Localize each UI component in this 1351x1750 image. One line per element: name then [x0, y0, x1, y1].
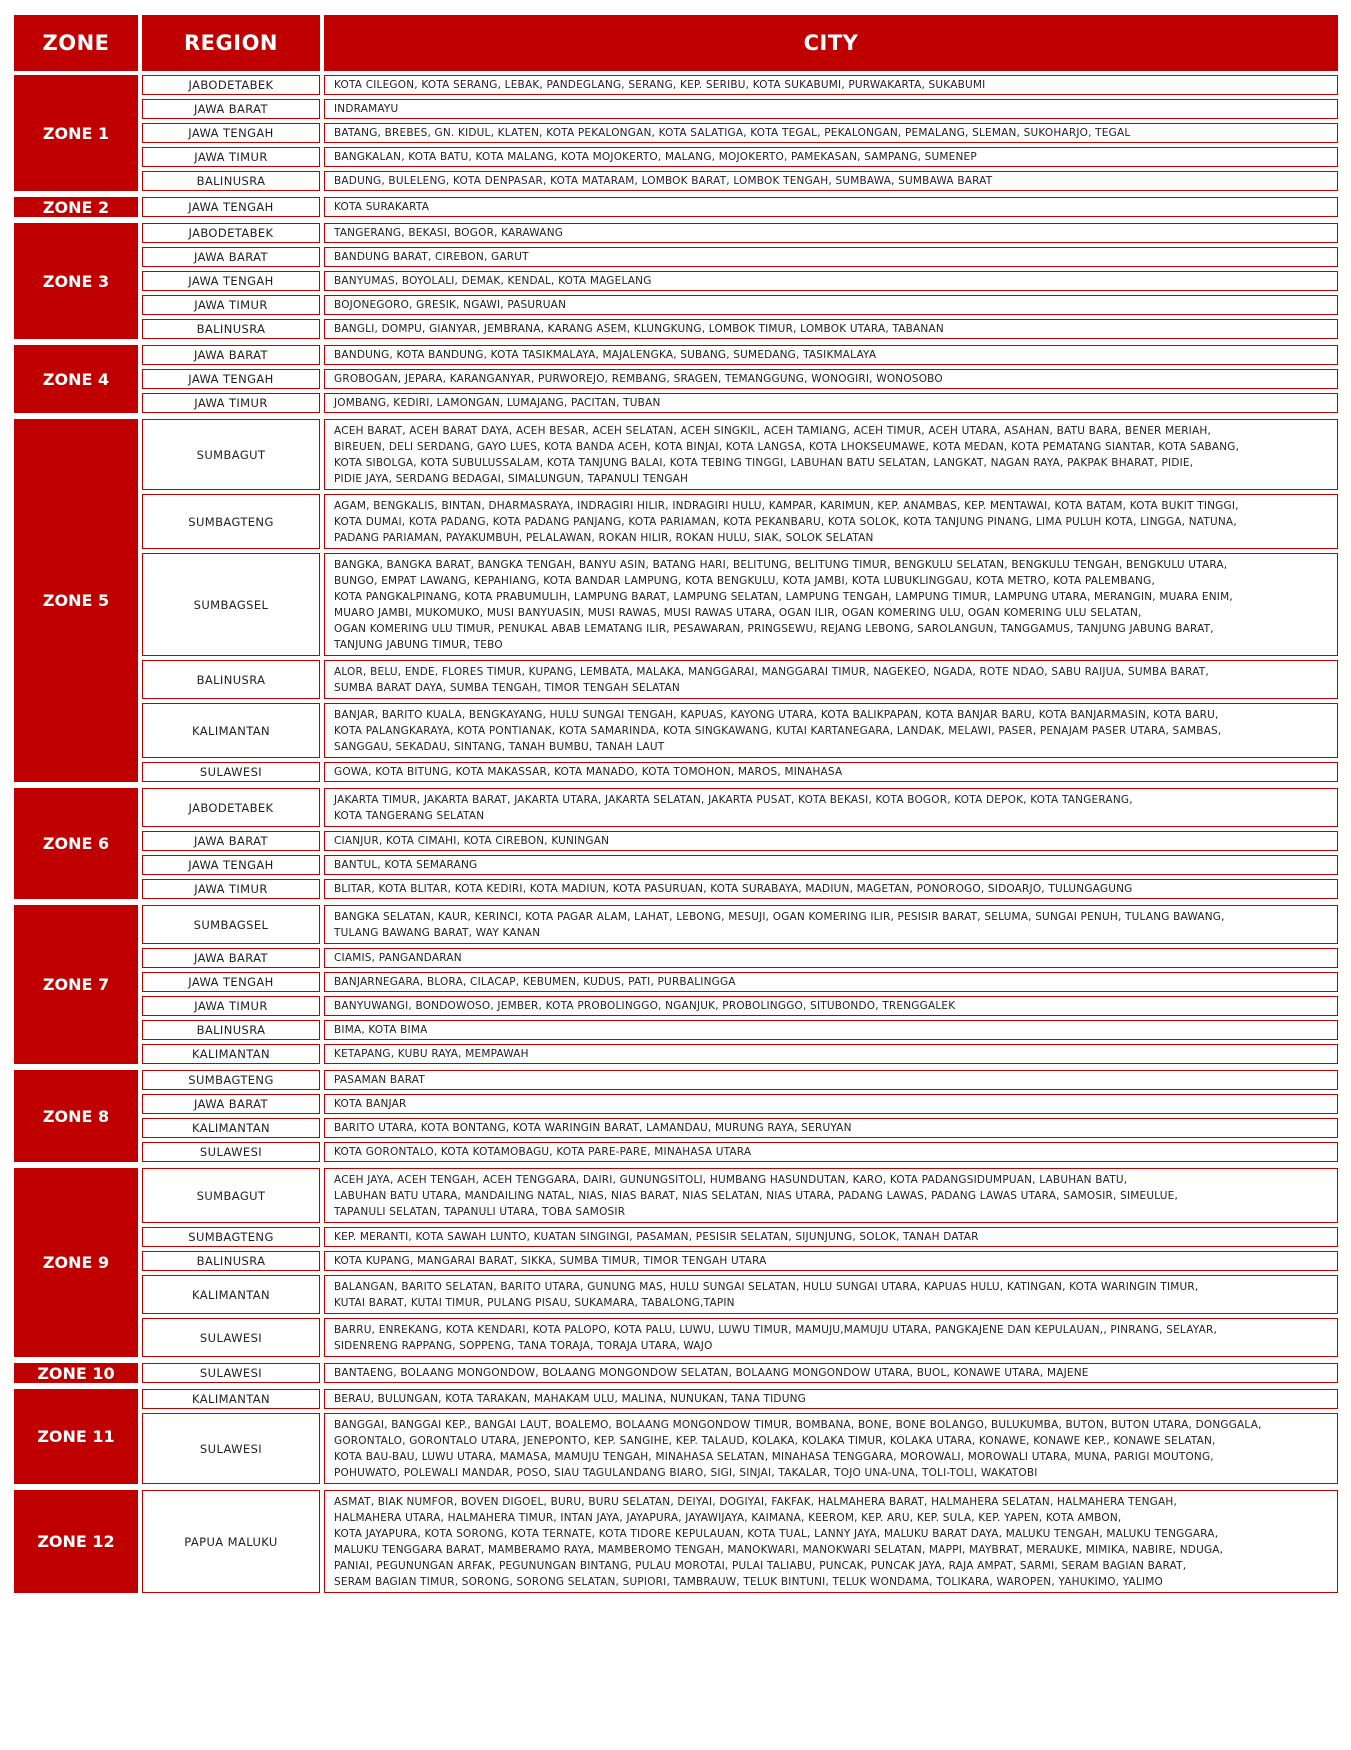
- city-cell: KEP. MERANTI, KOTA SAWAH LUNTO, KUATAN SINGINGI, PASAMAN, PESISIR SELATAN, SIJUNJUNG, SOLOK, TANAH DATAR: [324, 1227, 1338, 1247]
- zone-label: ZONE 2: [14, 197, 138, 217]
- city-cell: GOWA, KOTA BITUNG, KOTA MAKASSAR, KOTA MANADO, KOTA TOMOHON, MAROS, MINAHASA: [324, 762, 1338, 782]
- zone-label: ZONE 6: [14, 788, 138, 899]
- header-zone: ZONE: [14, 15, 138, 71]
- table-row: [142, 1413, 1338, 1484]
- region-cell: JAWA TENGAH: [142, 855, 320, 875]
- region-cell: JAWA TIMUR: [142, 879, 320, 899]
- region-cell: JAWA BARAT: [142, 831, 320, 851]
- header-city: CITY: [324, 15, 1338, 71]
- city-cell: BANTUL, KOTA SEMARANG: [324, 855, 1338, 875]
- zone-group: [14, 905, 1338, 1064]
- table-row: [142, 1142, 1338, 1162]
- region-cell: PAPUA MALUKU: [142, 1490, 320, 1593]
- city-cell: KETAPANG, KUBU RAYA, MEMPAWAH: [324, 1044, 1338, 1064]
- zone-group: [14, 1168, 1338, 1357]
- region-cell: SUMBAGTENG: [142, 494, 320, 549]
- city-cell: BLITAR, KOTA BLITAR, KOTA KEDIRI, KOTA MADIUN, KOTA PASURUAN, KOTA SURABAYA, MADIUN, MAGETAN, PONOROGO, SIDOARJO, TULUNGAGUNG: [324, 879, 1338, 899]
- region-cell: KALIMANTAN: [142, 1275, 320, 1314]
- table-row: [142, 147, 1338, 167]
- region-cell: BALINUSRA: [142, 319, 320, 339]
- region-cell: BALINUSRA: [142, 1251, 320, 1271]
- city-cell: AGAM, BENGKALIS, BINTAN, DHARMASRAYA, INDRAGIRI HILIR, INDRAGIRI HULU, KAMPAR, KARIMUN, KEP. ANAMBAS, KEP. MENTAWAI, KOTA BATAM, KOTA BUKIT TINGGI, KOTA DUMAI, KOTA PADANG, KOTA PADANG PANJANG, KOTA PARIAMAN, KOTA PEKANBARU, KOTA SOLOK, KOTA TANJUNG PINANG, LIMA PULUH KOTA, LINGGA, NATUNA, PADANG PARIAMAN, PAYAKUMBUH, PELALAWAN, ROKAN HILIR, ROKAN HULU, SIAK, SOLOK SELATAN: [324, 494, 1338, 549]
- region-cell: JAWA TENGAH: [142, 369, 320, 389]
- zone-group: [14, 1070, 1338, 1162]
- zone-label: ZONE 4: [14, 345, 138, 413]
- city-cell: JOMBANG, KEDIRI, LAMONGAN, LUMAJANG, PACITAN, TUBAN: [324, 393, 1338, 413]
- zone-group: [14, 75, 1338, 191]
- zone-label: ZONE 8: [14, 1070, 138, 1162]
- zone-rows: [142, 223, 1338, 339]
- zone-rows: [142, 345, 1338, 413]
- city-cell: BANGKA, BANGKA BARAT, BANGKA TENGAH, BANYU ASIN, BATANG HARI, BELITUNG, BELITUNG TIMUR, BENGKULU SELATAN, BENGKULU TENGAH, BENGKULU UTARA, BUNGO, EMPAT LAWANG, KEPAHIANG, KOTA BANDAR LAMPUNG, KOTA BENGKULU, KOTA JAMBI, KOTA LUBUKLINGGAU, KOTA METRO, KOTA PALEMBANG, KOTA PANGKALPINANG, KOTA PRABUMULIH, LAMPUNG BARAT, LAMPUNG SELATAN, LAMPUNG TENGAH, LAMPUNG TIMUR, LAMPUNG UTARA, MERANGIN, MUARA ENIM, MUARO JAMBI, MUKOMUKO, MUSI BANYUASIN, MUSI RAWAS, MUSI RAWAS UTARA, OGAN ILIR, OGAN KOMERING ULU, OGAN KOMERING ULU SELATAN, OGAN KOMERING ULU TIMUR, PENUKAL ABAB LEMATANG ILIR, PESAWARAN, PRINGSEWU, REJANG LEBONG, SAROLANGUN, TANGGAMUS, TANJUNG JABUNG BARAT, TANJUNG JABUNG TIMUR, TEBO: [324, 553, 1338, 656]
- table-row: [142, 223, 1338, 243]
- zone-rows: [142, 1070, 1338, 1162]
- zone-label: ZONE 5: [14, 419, 138, 782]
- table-row: [142, 1389, 1338, 1409]
- table-row: [142, 345, 1338, 365]
- region-cell: SUMBAGUT: [142, 419, 320, 490]
- region-cell: JAWA BARAT: [142, 1094, 320, 1114]
- city-cell: CIANJUR, KOTA CIMAHI, KOTA CIREBON, KUNINGAN: [324, 831, 1338, 851]
- zone-label: ZONE 7: [14, 905, 138, 1064]
- city-cell: BANDUNG, KOTA BANDUNG, KOTA TASIKMALAYA, MAJALENGKA, SUBANG, SUMEDANG, TASIKMALAYA: [324, 345, 1338, 365]
- zone-rows: [142, 1168, 1338, 1357]
- region-cell: JAWA TIMUR: [142, 393, 320, 413]
- table-row: [142, 1044, 1338, 1064]
- table-row: [142, 419, 1338, 490]
- region-cell: SUMBAGSEL: [142, 553, 320, 656]
- region-cell: BALINUSRA: [142, 660, 320, 699]
- table-row: [142, 1363, 1338, 1383]
- region-cell: BALINUSRA: [142, 171, 320, 191]
- city-cell: TANGERANG, BEKASI, BOGOR, KARAWANG: [324, 223, 1338, 243]
- zone-label: ZONE 9: [14, 1168, 138, 1357]
- zone-group: [14, 1389, 1338, 1484]
- city-cell: BANDUNG BARAT, CIREBON, GARUT: [324, 247, 1338, 267]
- city-cell: BANJARNEGARA, BLORA, CILACAP, KEBUMEN, KUDUS, PATI, PURBALINGGA: [324, 972, 1338, 992]
- city-cell: ASMAT, BIAK NUMFOR, BOVEN DIGOEL, BURU, BURU SELATAN, DEIYAI, DOGIYAI, FAKFAK, HALMAHERA BARAT, HALMAHERA SELATAN, HALMAHERA TENGAH, HALMAHERA UTARA, HALMAHERA TIMUR, INTAN JAYA, JAYAPURA, JAYAWIJAYA, KAIMANA, KEEROM, KEP. ARU, KEP. SULA, KEP. YAPEN, KOTA AMBON, KOTA JAYAPURA, KOTA SORONG, KOTA TERNATE, KOTA TIDORE KEPULAUAN, KOTA TUAL, LANNY JAYA, MALUKU BARAT DAYA, MALUKU TENGAH, MALUKU TENGGARA, MALUKU TENGGARA BARAT, MAMBERAMO RAYA, MAMBEROMO TENGAH, MANOKWARI, MANOKWARI SELATAN, MAPPI, MAYBRAT, MERAUKE, MIMIKA, NABIRE, NDUGA, PANIAI, PEGUNUNGAN ARFAK, PEGUNUNGAN BINTANG, PULAU MOROTAI, PULAI TALIABU, PUNCAK, PUNCAK JAYA, RAJA AMPAT, SARMI, SERAM BAGIAN BARAT, SERAM BAGIAN TIMUR, SORONG, SORONG SELATAN, SUPIORI, TAMBRAUW, TELUK BINTUNI, TELUK WONDAMA, TOLIKARA, WAROPEN, YAHUKIMO, YALIMO: [324, 1490, 1338, 1593]
- zone-group: [14, 223, 1338, 339]
- table-row: [142, 1251, 1338, 1271]
- zone-label: ZONE 10: [14, 1363, 138, 1383]
- zones-body: [14, 75, 1338, 1593]
- table-row: [142, 123, 1338, 143]
- zone-group: [14, 788, 1338, 899]
- zone-group: [14, 419, 1338, 782]
- table-row: [142, 831, 1338, 851]
- table-row: [142, 879, 1338, 899]
- zone-rows: [142, 197, 1338, 217]
- table-row: [142, 948, 1338, 968]
- city-cell: BARITO UTARA, KOTA BONTANG, KOTA WARINGIN BARAT, LAMANDAU, MURUNG RAYA, SERUYAN: [324, 1118, 1338, 1138]
- city-cell: BERAU, BULUNGAN, KOTA TARAKAN, MAHAKAM ULU, MALINA, NUNUKAN, TANA TIDUNG: [324, 1389, 1338, 1409]
- city-cell: JAKARTA TIMUR, JAKARTA BARAT, JAKARTA UTARA, JAKARTA SELATAN, JAKARTA PUSAT, KOTA BEKASI, KOTA BOGOR, KOTA DEPOK, KOTA TANGERANG, KOTA TANGERANG SELATAN: [324, 788, 1338, 827]
- table-row: [142, 1094, 1338, 1114]
- region-cell: BALINUSRA: [142, 1020, 320, 1040]
- table-row: [142, 271, 1338, 291]
- city-cell: ACEH JAYA, ACEH TENGAH, ACEH TENGGARA, DAIRI, GUNUNGSITOLI, HUMBANG HASUNDUTAN, KARO, KOTA PADANGSIDUMPUAN, LABUHAN BATU, LABUHAN BATU UTARA, MANDAILING NATAL, NIAS, NIAS BARAT, NIAS SELATAN, NIAS UTARA, PADANG LAWAS, PADANG LAWAS UTARA, SAMOSIR, SIMEULUE, TAPANULI SELATAN, TAPANULI UTARA, TOBA SAMOSIR: [324, 1168, 1338, 1223]
- city-cell: BANYUWANGI, BONDOWOSO, JEMBER, KOTA PROBOLINGGO, NGANJUK, PROBOLINGGO, SITUBONDO, TRENGGALEK: [324, 996, 1338, 1016]
- city-cell: GROBOGAN, JEPARA, KARANGANYAR, PURWOREJO, REMBANG, SRAGEN, TEMANGGUNG, WONOGIRI, WONOSOBO: [324, 369, 1338, 389]
- region-cell: JAWA TIMUR: [142, 147, 320, 167]
- table-row: [142, 319, 1338, 339]
- region-cell: SUMBAGUT: [142, 1168, 320, 1223]
- table-row: [142, 393, 1338, 413]
- region-cell: JAWA TENGAH: [142, 123, 320, 143]
- table-row: [142, 855, 1338, 875]
- region-cell: KALIMANTAN: [142, 1044, 320, 1064]
- table-row: [142, 1070, 1338, 1090]
- city-cell: BANYUMAS, BOYOLALI, DEMAK, KENDAL, KOTA MAGELANG: [324, 271, 1338, 291]
- table-row: [142, 553, 1338, 656]
- zone-rows: [142, 75, 1338, 191]
- zone-group: [14, 1363, 1338, 1383]
- city-cell: KOTA GORONTALO, KOTA KOTAMOBAGU, KOTA PARE-PARE, MINAHASA UTARA: [324, 1142, 1338, 1162]
- region-cell: SUMBAGTENG: [142, 1227, 320, 1247]
- table-row: [142, 972, 1338, 992]
- city-cell: BANGKALAN, KOTA BATU, KOTA MALANG, KOTA MOJOKERTO, MALANG, MOJOKERTO, PAMEKASAN, SAMPANG, SUMENEP: [324, 147, 1338, 167]
- table-row: [142, 494, 1338, 549]
- table-row: [142, 762, 1338, 782]
- table-row: [142, 1020, 1338, 1040]
- city-cell: KOTA CILEGON, KOTA SERANG, LEBAK, PANDEGLANG, SERANG, KEP. SERIBU, KOTA SUKABUMI, PURWAKARTA, SUKABUMI: [324, 75, 1338, 95]
- region-cell: JAWA BARAT: [142, 99, 320, 119]
- region-cell: SULAWESI: [142, 762, 320, 782]
- city-cell: BANGGAI, BANGGAI KEP., BANGAI LAUT, BOALEMO, BOLAANG MONGONDOW TIMUR, BOMBANA, BONE, BONE BOLANGO, BULUKUMBA, BUTON, BUTON UTARA, DONGGALA, GORONTALO, GORONTALO UTARA, JENEPONTO, KEP. SANGIHE, KEP. TALAUD, KOLAKA, KOLAKA TIMUR, KOLAKA UTARA, KONAWE, KONAWE KEP., KONAWE SELATAN, KOTA BAU-BAU, LUWU UTARA, MAMASA, MAMUJU TENGAH, MINAHASA SELATAN, MINAHASA TENGGARA, MOROWALI, MOROWALI UTARA, MUNA, PARIGI MOUTONG, POHUWATO, POLEWALI MANDAR, POSO, SIAU TAGULANDANG BIARO, SIGI, SINJAI, TAKALAR, TOJO UNA-UNA, TOLI-TOLI, WAKATOBI: [324, 1413, 1338, 1484]
- city-cell: BANGLI, DOMPU, GIANYAR, JEMBRANA, KARANG ASEM, KLUNGKUNG, LOMBOK TIMUR, LOMBOK UTARA, TABANAN: [324, 319, 1338, 339]
- zone-rows: [142, 1490, 1338, 1593]
- region-cell: JAWA TIMUR: [142, 295, 320, 315]
- table-row: [142, 1490, 1338, 1593]
- city-cell: BANJAR, BARITO KUALA, BENGKAYANG, HULU SUNGAI TENGAH, KAPUAS, KAYONG UTARA, KOTA BALIKPAPAN, KOTA BANJAR BARU, KOTA BANJARMASIN, KOTA BARU, KOTA PALANGKARAYA, KOTA PONTIANAK, KOTA SAMARINDA, KOTA SINGKAWANG, KUTAI KARTANEGARA, LANDAK, MELAWI, PASER, PENAJAM PASER UTARA, SAMBAS, SANGGAU, SEKADAU, SINTANG, TANAH BUMBU, TANAH LAUT: [324, 703, 1338, 758]
- table-row: [142, 660, 1338, 699]
- zone-group: [14, 345, 1338, 413]
- zone-rows: [142, 905, 1338, 1064]
- header-region: REGION: [142, 15, 320, 71]
- table-row: [142, 247, 1338, 267]
- city-cell: ACEH BARAT, ACEH BARAT DAYA, ACEH BESAR, ACEH SELATAN, ACEH SINGKIL, ACEH TAMIANG, ACEH TIMUR, ACEH UTARA, ASAHAN, BATU BARA, BENER MERIAH, BIREUEN, DELI SERDANG, GAYO LUES, KOTA BANDA ACEH, KOTA BINJAI, KOTA LANGSA, KOTA LHOKSEUMAWE, KOTA MEDAN, KOTA PEMATANG SIANTAR, KOTA SABANG, KOTA SIBOLGA, KOTA SUBULUSSALAM, KOTA TANJUNG BALAI, KOTA TEBING TINGGI, LABUHAN BATU SELATAN, LANGKAT, NAGAN RAYA, PAKPAK BHARAT, PIDIE, PIDIE JAYA, SERDANG BEDAGAI, SIMALUNGUN, TAPANULI TENGAH: [324, 419, 1338, 490]
- city-cell: CIAMIS, PANGANDARAN: [324, 948, 1338, 968]
- city-cell: BANGKA SELATAN, KAUR, KERINCI, KOTA PAGAR ALAM, LAHAT, LEBONG, MESUJI, OGAN KOMERING ILIR, PESISIR BARAT, SELUMA, SUNGAI PENUH, TULANG BAWANG, TULANG BAWANG BARAT, WAY KANAN: [324, 905, 1338, 944]
- table-row: [142, 295, 1338, 315]
- region-cell: JAWA BARAT: [142, 345, 320, 365]
- city-cell: BADUNG, BULELENG, KOTA DENPASAR, KOTA MATARAM, LOMBOK BARAT, LOMBOK TENGAH, SUMBAWA, SUMBAWA BARAT: [324, 171, 1338, 191]
- table-row: [142, 1318, 1338, 1357]
- zone-rows: [142, 1389, 1338, 1484]
- zone-label: ZONE 1: [14, 75, 138, 191]
- region-cell: SUMBAGSEL: [142, 905, 320, 944]
- city-cell: BANTAENG, BOLAANG MONGONDOW, BOLAANG MONGONDOW SELATAN, BOLAANG MONGONDOW UTARA, BUOL, KONAWE UTARA, MAJENE: [324, 1363, 1338, 1383]
- city-cell: KOTA SURAKARTA: [324, 197, 1338, 217]
- zone-label: ZONE 11: [14, 1389, 138, 1484]
- region-cell: KALIMANTAN: [142, 703, 320, 758]
- region-cell: JAWA TENGAH: [142, 271, 320, 291]
- region-cell: JABODETABEK: [142, 788, 320, 827]
- region-cell: JAWA TENGAH: [142, 197, 320, 217]
- region-cell: JAWA BARAT: [142, 948, 320, 968]
- table-row: [142, 703, 1338, 758]
- table-header: [14, 15, 1338, 71]
- zone-table: [14, 15, 1338, 1599]
- table-row: [142, 1168, 1338, 1223]
- region-cell: SULAWESI: [142, 1318, 320, 1357]
- city-cell: BATANG, BREBES, GN. KIDUL, KLATEN, KOTA PEKALONGAN, KOTA SALATIGA, KOTA TEGAL, PEKALONGAN, PEMALANG, SLEMAN, SUKOHARJO, TEGAL: [324, 123, 1338, 143]
- zone-rows: [142, 1363, 1338, 1383]
- region-cell: KALIMANTAN: [142, 1118, 320, 1138]
- city-cell: KOTA BANJAR: [324, 1094, 1338, 1114]
- city-cell: INDRAMAYU: [324, 99, 1338, 119]
- table-row: [142, 1227, 1338, 1247]
- region-cell: JAWA TIMUR: [142, 996, 320, 1016]
- table-row: [142, 1275, 1338, 1314]
- table-row: [142, 75, 1338, 95]
- city-cell: BOJONEGORO, GRESIK, NGAWI, PASURUAN: [324, 295, 1338, 315]
- table-row: [142, 905, 1338, 944]
- table-row: [142, 197, 1338, 217]
- city-cell: PASAMAN BARAT: [324, 1070, 1338, 1090]
- city-cell: KOTA KUPANG, MANGARAI BARAT, SIKKA, SUMBA TIMUR, TIMOR TENGAH UTARA: [324, 1251, 1338, 1271]
- region-cell: JAWA TENGAH: [142, 972, 320, 992]
- table-row: [142, 1118, 1338, 1138]
- region-cell: SUMBAGTENG: [142, 1070, 320, 1090]
- region-cell: SULAWESI: [142, 1413, 320, 1484]
- region-cell: JABODETABEK: [142, 75, 320, 95]
- table-row: [142, 171, 1338, 191]
- region-cell: KALIMANTAN: [142, 1389, 320, 1409]
- table-row: [142, 996, 1338, 1016]
- table-row: [142, 369, 1338, 389]
- region-cell: JAWA BARAT: [142, 247, 320, 267]
- table-row: [142, 788, 1338, 827]
- region-cell: SULAWESI: [142, 1363, 320, 1383]
- zone-label: ZONE 12: [14, 1490, 138, 1593]
- zone-rows: [142, 788, 1338, 899]
- table-row: [142, 99, 1338, 119]
- zone-group: [14, 1490, 1338, 1593]
- zone-label: ZONE 3: [14, 223, 138, 339]
- region-cell: JABODETABEK: [142, 223, 320, 243]
- city-cell: ALOR, BELU, ENDE, FLORES TIMUR, KUPANG, LEMBATA, MALAKA, MANGGARAI, MANGGARAI TIMUR, NAGEKEO, NGADA, ROTE NDAO, SABU RAIJUA, SUMBA BARAT, SUMBA BARAT DAYA, SUMBA TENGAH, TIMOR TENGAH SELATAN: [324, 660, 1338, 699]
- zone-rows: [142, 419, 1338, 782]
- city-cell: BIMA, KOTA BIMA: [324, 1020, 1338, 1040]
- region-cell: SULAWESI: [142, 1142, 320, 1162]
- city-cell: BALANGAN, BARITO SELATAN, BARITO UTARA, GUNUNG MAS, HULU SUNGAI SELATAN, HULU SUNGAI UTARA, KAPUAS HULU, KATINGAN, KOTA WARINGIN TIMUR, KUTAI BARAT, KUTAI TIMUR, PULANG PISAU, SUKAMARA, TABALONG,TAPIN: [324, 1275, 1338, 1314]
- zone-group: [14, 197, 1338, 217]
- city-cell: BARRU, ENREKANG, KOTA KENDARI, KOTA PALOPO, KOTA PALU, LUWU, LUWU TIMUR, MAMUJU,MAMUJU UTARA, PANGKAJENE DAN KEPULAUAN,, PINRANG, SELAYAR, SIDENRENG RAPPANG, SOPPENG, TANA TORAJA, TORAJA UTARA, WAJO: [324, 1318, 1338, 1357]
